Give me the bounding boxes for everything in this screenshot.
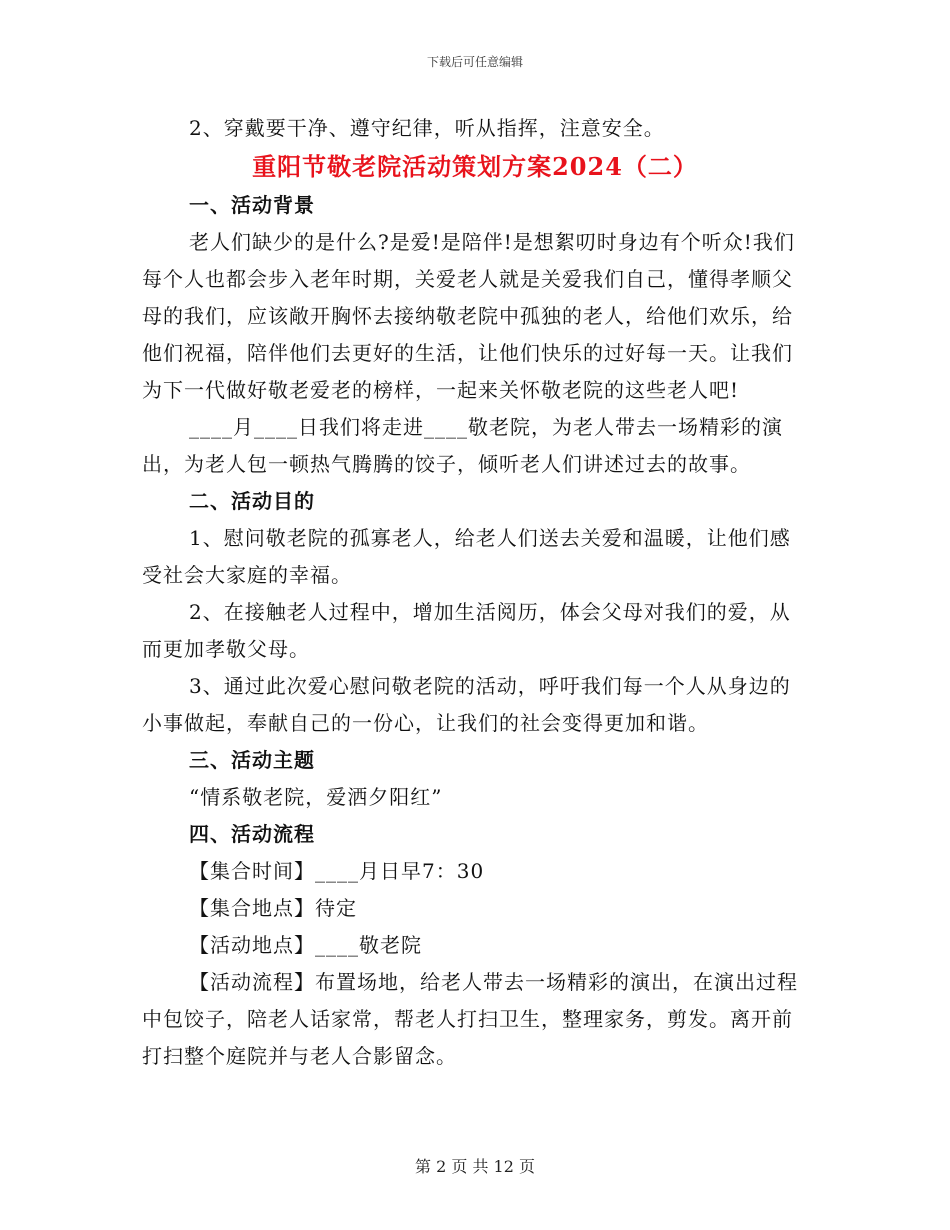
- section-heading-purpose: 二、活动目的: [189, 489, 315, 513]
- paragraph-line-0: 2、穿戴要干净、遵守纪律，听从指挥，注意安全。: [189, 116, 665, 140]
- header-note: 下载后可任意编辑: [426, 55, 523, 69]
- page-footer: 第 2 页 共 12 页: [415, 1157, 535, 1176]
- document-title: 重阳节敬老院活动策划方案2024（二）: [252, 152, 698, 181]
- paragraph-purpose-1: 1、慰问敬老院的孤寡老人，给老人们送去关爱和温暖，让他们感受社会大家庭的幸福。: [142, 526, 791, 587]
- paragraph-purpose-2: 2、在接触老人过程中，增加生活阅历，体会父母对我们的爱，从而更加孝敬父母。: [142, 600, 791, 661]
- document-body: [142, 110, 808, 1075]
- paragraph-theme: “情系敬老院，爱洒夕阳红”: [189, 785, 443, 809]
- paragraph-activity-process: 【活动流程】布置场地，给老人带去一场精彩的演出，在演出过程中包饺子，陪老人话家常，帮老人打扫卫生，整理家务，剪发。离开前打扫整个庭院并与老人合影留念。: [142, 970, 798, 1068]
- section-heading-background: 一、活动背景: [189, 193, 315, 217]
- paragraph-meeting-time: 【集合时间】____月日早7：30: [189, 859, 485, 883]
- section-heading-theme: 三、活动主题: [189, 748, 315, 772]
- paragraph-background-2: ____月____日我们将走进____敬老院，为老人带去一场精彩的演出，为老人包一顿热气腾腾的饺子，倾听老人们讲述过去的故事。: [142, 415, 783, 476]
- paragraph-activity-place: 【活动地点】____敬老院: [189, 933, 422, 957]
- paragraph-background-1: 老人们缺少的是什么?是爱!是陪伴!是想絮叨时身边有个听众!我们每个人也都会步入老年时期，关爱老人就是关爱我们自己，懂得孝顺父母的我们，应该敞开胸怀去接纳敬老院中孤独的老人，给他们欢乐，给他们祝福，陪伴他们去更好的生活，让他们快乐的过好每一天。让我们为下一代做好敬老爱老的榜样，一起来关怀敬老院的这些老人吧!: [142, 230, 795, 402]
- paragraph-purpose-3: 3、通过此次爱心慰问敬老院的活动，呼吁我们每一个人从身边的小事做起，奉献自己的一份心，让我们的社会变得更加和谐。: [142, 674, 791, 735]
- paragraph-meeting-place: 【集合地点】待定: [189, 896, 357, 920]
- section-heading-process: 四、活动流程: [189, 822, 315, 846]
